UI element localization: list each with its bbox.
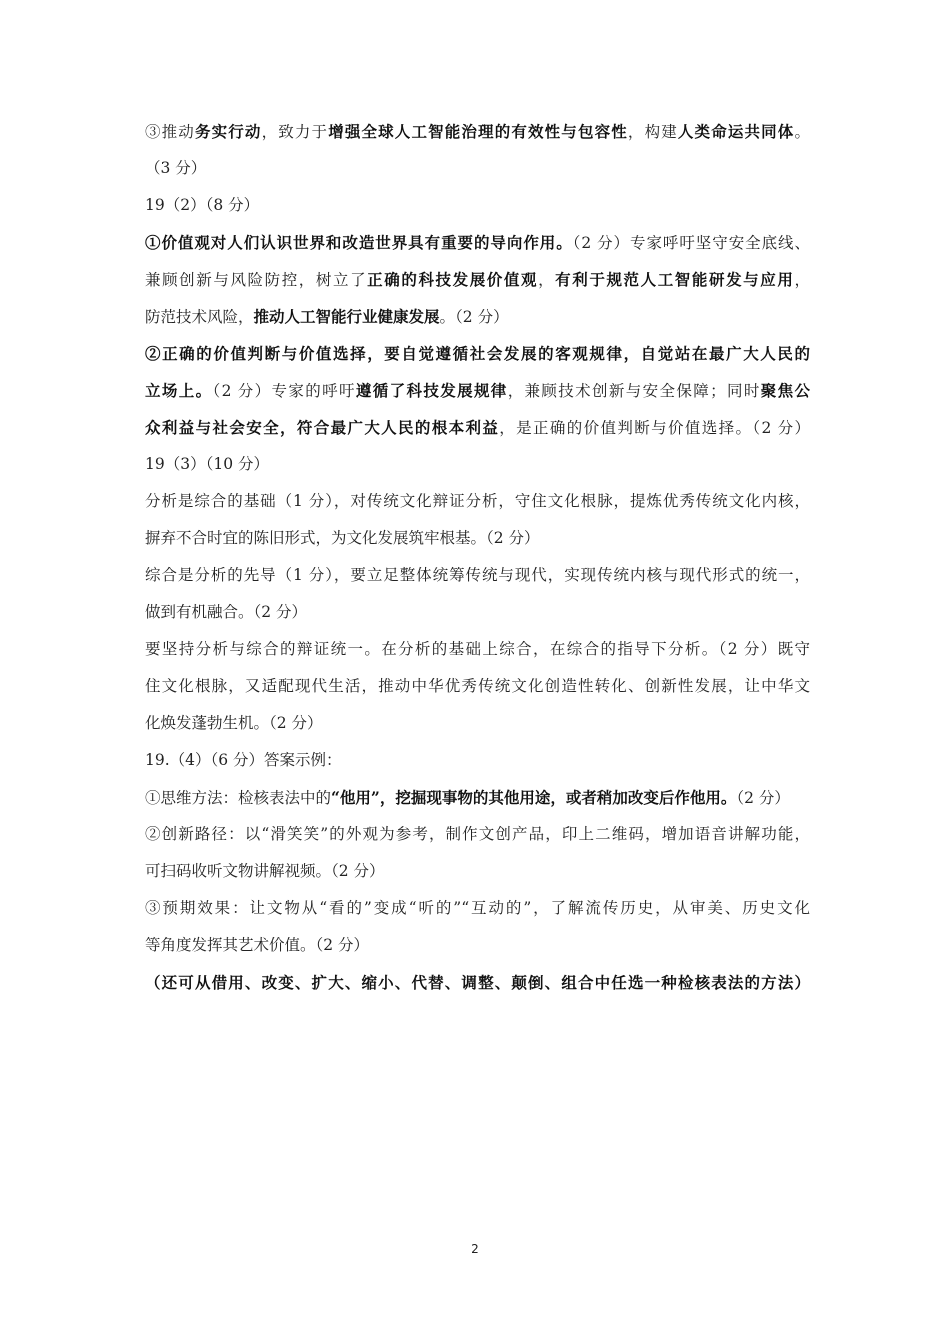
text-line	[145, 779, 810, 816]
bold-text-segment: ①价值观对人们认识世界和改造世界具有重要的导向作用。	[145, 233, 573, 252]
bold-text-segment: 有利于规范人工智能研发与应用	[555, 270, 795, 289]
bold-text-segment: “他用”，挖掘现事物的其他用途，或者稍加改变后作他用。	[331, 788, 737, 807]
text-line	[145, 631, 810, 668]
text-segment: （2 分）专家呼吁坚守安全底线、	[572, 234, 810, 252]
bold-text-segment: 正确的科技发展价值观	[367, 270, 539, 289]
text-line	[145, 927, 810, 964]
bold-text-segment: 增强全球人工智能治理的有效性与包容性	[328, 122, 628, 141]
text-segment: 分析是综合的基础（1 分），对传统文化辩证分析，守住文化根脉，提炼优秀传统文化内核，	[145, 492, 810, 510]
text-segment: 综合是分析的先导（1 分），要立足整体统筹传统与现代，实现传统内核与现代形式的统一，	[145, 566, 810, 584]
answer-text-body	[145, 113, 810, 1001]
text-segment: ，是正确的价值判断与价值选择。（2 分）	[499, 419, 810, 437]
text-segment: ，	[538, 271, 556, 289]
bold-text-segment: 立场上。	[145, 381, 213, 400]
text-segment: ①思维方法：检核表法中的	[145, 789, 332, 807]
text-segment: 化焕发蓬勃生机。（2 分）	[145, 714, 323, 732]
text-line	[145, 298, 810, 335]
text-segment: 防范技术风险，	[145, 308, 254, 326]
text-line	[145, 409, 810, 446]
text-segment: 住文化根脉，又适配现代生活，推动中华优秀传统文化创造性转化、创新性发展，让中华文	[145, 677, 810, 695]
text-line	[145, 224, 810, 261]
text-line	[145, 335, 810, 372]
text-segment: ，兼顾技术创新与安全保障；同时	[507, 382, 761, 400]
text-segment: 19（3）（10 分）	[145, 455, 269, 473]
text-line	[145, 261, 810, 298]
text-segment: 做到有机融合。（2 分）	[145, 603, 308, 621]
text-segment: ③推动	[145, 123, 195, 141]
bold-text-segment: 遵循了科技发展规律	[355, 381, 508, 400]
text-line	[145, 668, 810, 705]
text-segment: ③预期效果：让文物从“看的”变成“听的”“互动的”，了解流传历史，从审美、历史文化	[145, 899, 810, 917]
text-segment: 等角度发挥其艺术价值。（2 分）	[145, 936, 370, 954]
text-line	[145, 372, 810, 409]
bold-text-segment: 聚焦公	[760, 381, 810, 400]
bold-text-segment: （还可从借用、改变、扩大、缩小、代替、调整、颠倒、组合中任选一种检核表法的方法）	[145, 973, 810, 992]
text-segment: 可扫码收听文物讲解视频。（2 分）	[145, 862, 385, 880]
page-number: 2	[471, 1242, 479, 1256]
text-line	[145, 446, 810, 483]
text-segment: （2 分）专家的呼吁	[212, 382, 356, 400]
text-segment: ，致力于	[261, 123, 329, 141]
bold-text-segment: ②正确的价值判断与价值选择，要自觉遵循社会发展的客观规律，自觉站在最广大人民的	[145, 344, 810, 363]
text-line	[145, 890, 810, 927]
bold-text-segment: 推动人工智能行业健康发展	[253, 307, 440, 326]
text-segment: ②创新路径：以“滑笑笑”的外观为参考，制作文创产品，印上二维码，增加语音讲解功能，	[145, 825, 810, 843]
text-line	[145, 520, 810, 557]
text-segment: ，构建	[627, 123, 678, 141]
text-segment: 兼顾创新与风险防控，树立了	[145, 271, 368, 289]
text-line	[145, 816, 810, 853]
text-segment: 19（2）（8 分）	[145, 196, 260, 214]
text-segment: 摒弃不合时宜的陈旧形式，为文化发展筑牢根基。（2 分）	[145, 529, 540, 547]
text-segment: （2 分）	[736, 789, 790, 807]
text-line	[145, 742, 810, 779]
text-line	[145, 113, 810, 150]
text-segment: 。（2 分）	[439, 308, 509, 326]
text-segment: 要坚持分析与综合的辩证统一。在分析的基础上综合，在综合的指导下分析。（2 分）既守	[145, 640, 810, 658]
text-segment: （3 分）	[145, 159, 207, 177]
text-line	[145, 557, 810, 594]
bold-text-segment: 务实行动	[194, 122, 262, 141]
text-segment: ，	[794, 271, 810, 289]
text-line	[145, 964, 810, 1001]
text-line	[145, 705, 810, 742]
text-line	[145, 483, 810, 520]
text-segment: 19.（4）（6 分）答案示例：	[145, 751, 342, 769]
text-line	[145, 150, 810, 187]
bold-text-segment: 人类命运共同体	[677, 122, 795, 141]
text-line	[145, 187, 810, 224]
bold-text-segment: 众利益与社会安全，符合最广大人民的根本利益	[145, 418, 500, 437]
text-segment: 。	[794, 123, 810, 141]
text-line	[145, 594, 810, 631]
text-line	[145, 853, 810, 890]
